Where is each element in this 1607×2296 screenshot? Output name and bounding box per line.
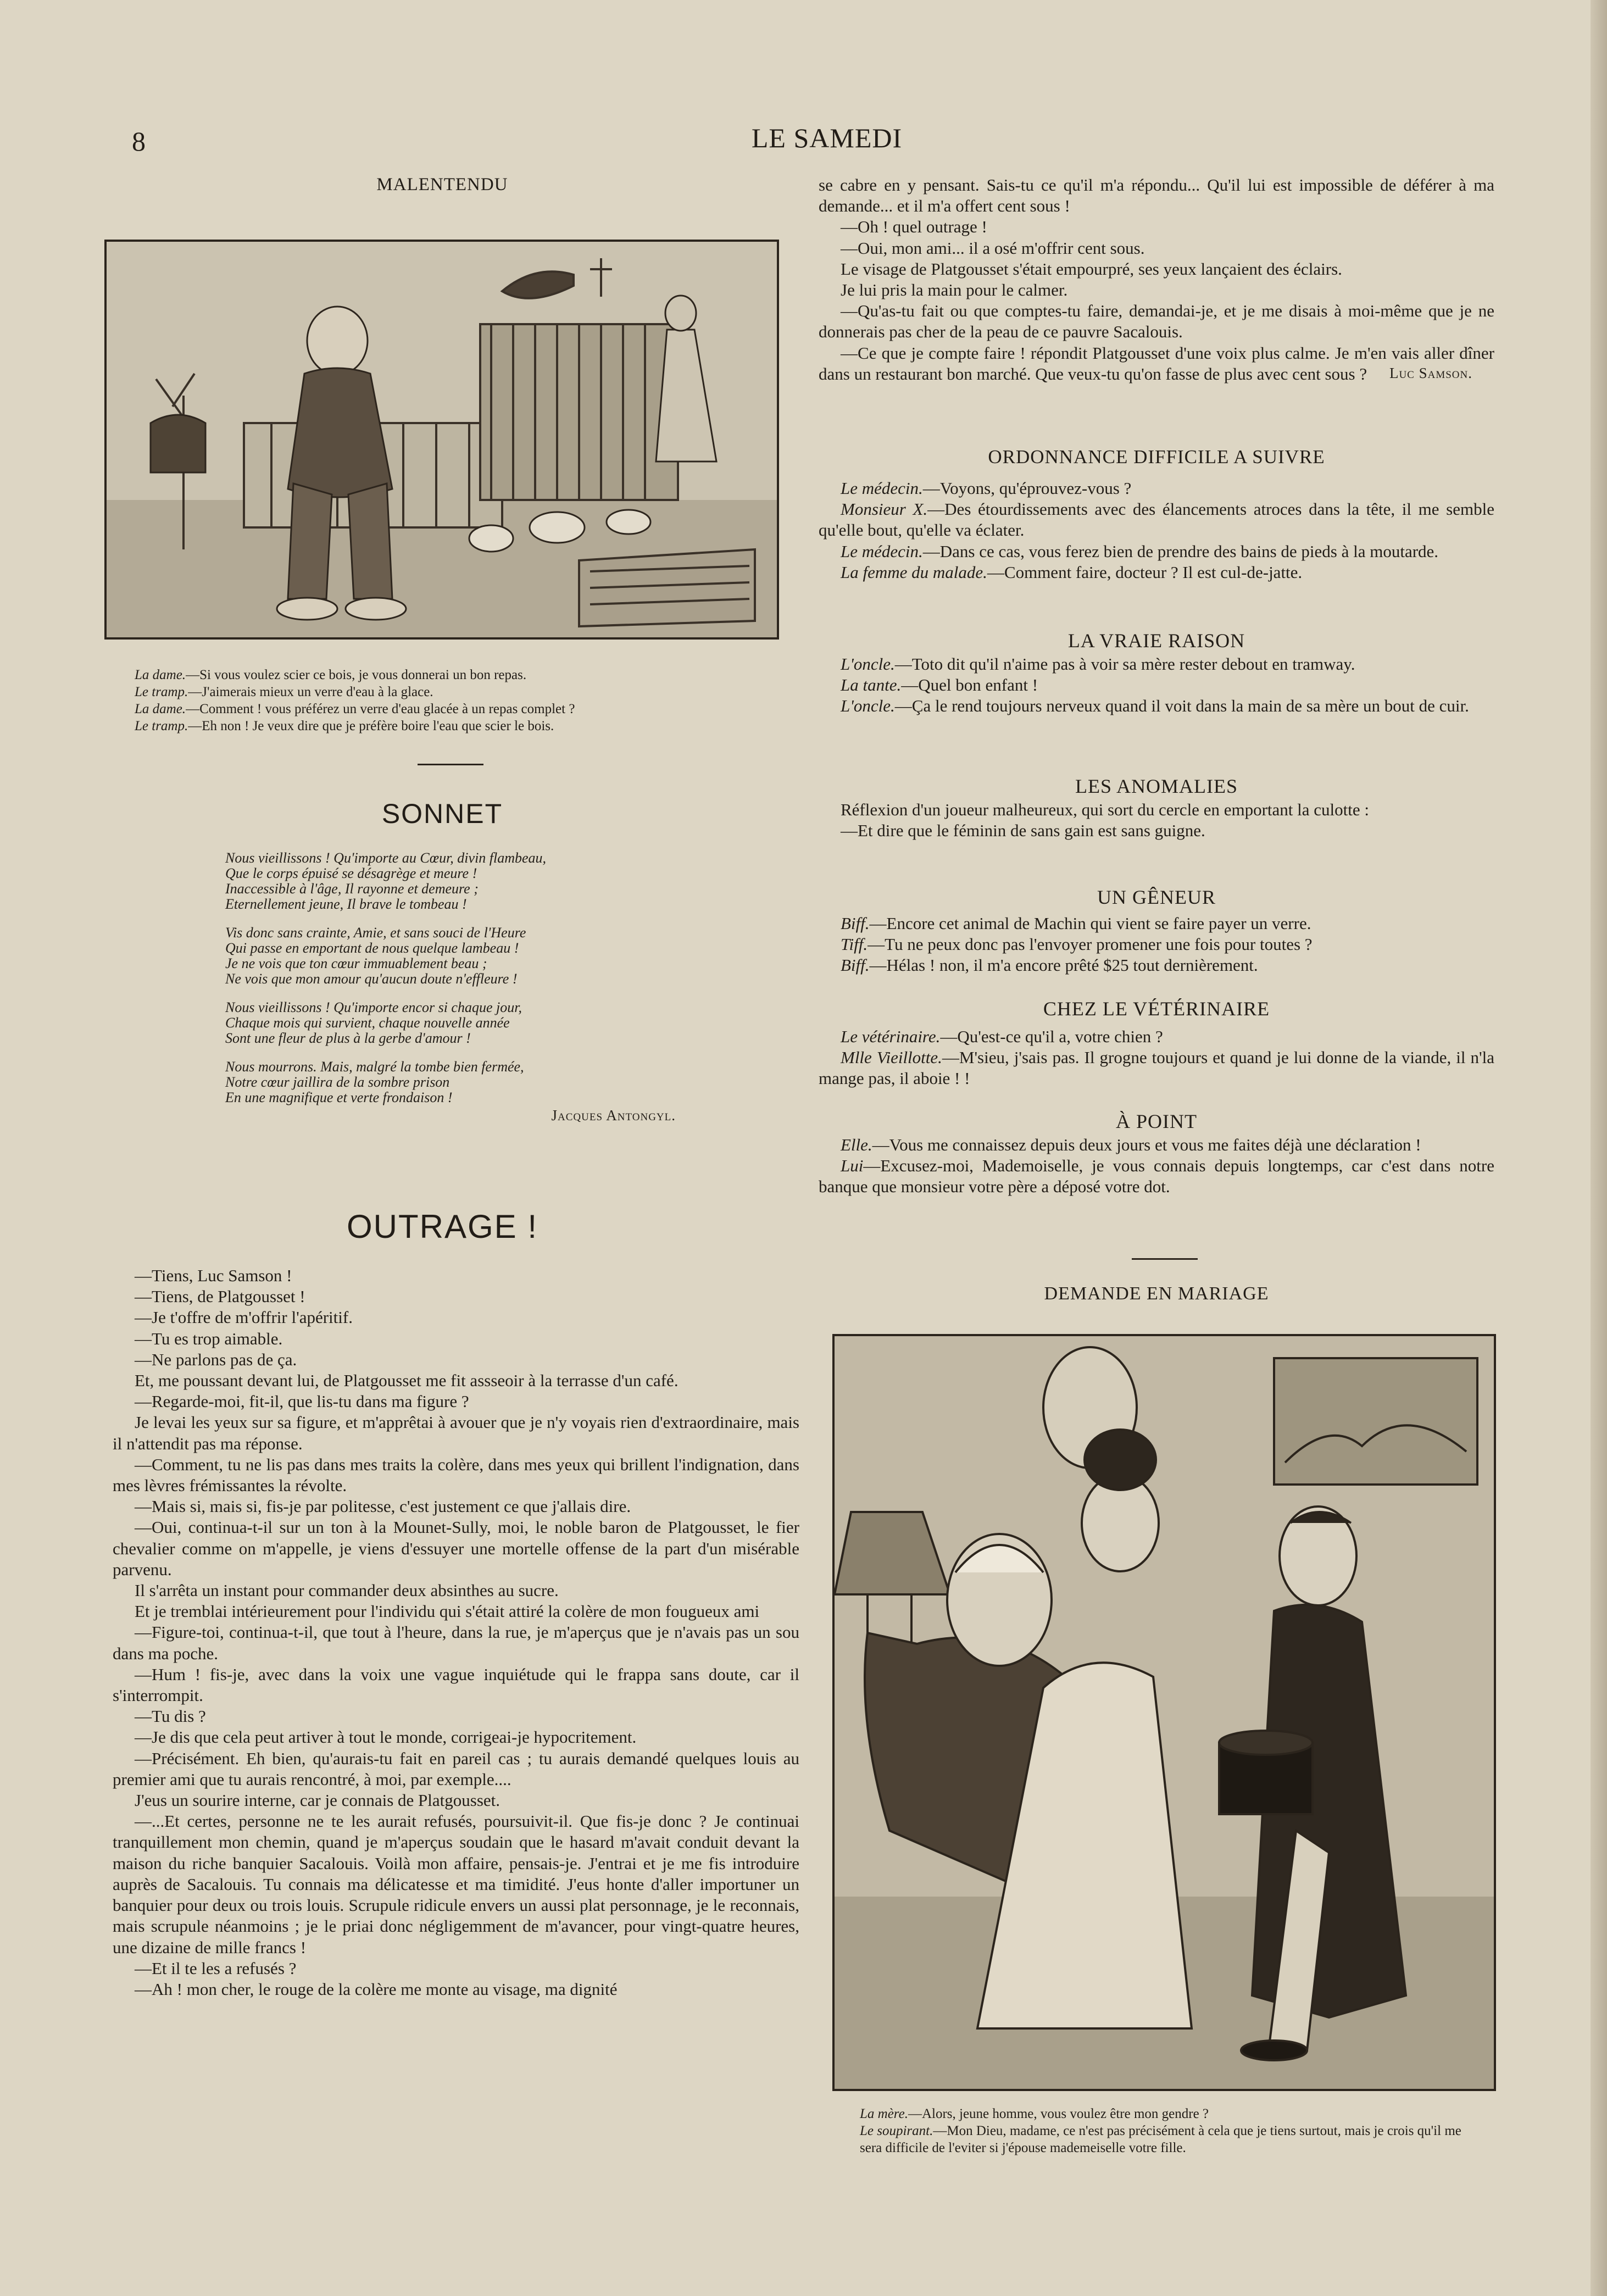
verse-line: Nous vieillissons ! Qu'importe encor si chaque jour, xyxy=(225,999,522,1015)
verse-line: Que le corps épuisé se désagrège et meure ! xyxy=(225,865,477,881)
outrage-column-2 xyxy=(819,175,1494,382)
veterinaire-title: CHEZ LE VÉTÉRINAIRE xyxy=(1043,998,1270,1020)
caption-line: Le soupirant.—Mon Dieu, madame, ce n'est pas précisément à cela que je tiens surtout, mais je crois qu'il me sera difficile de l'eviter si j'épouse mademeiselle votre fille. xyxy=(860,2123,1461,2155)
vraie-raison-title: LA VRAIE RAISON xyxy=(1067,630,1245,652)
caption-line: La dame.—Si vous voulez scier ce bois, je vous donnerai un bon repas. xyxy=(135,668,527,682)
paragraph: Et je tremblai intérieurement pour l'individu qui s'était attiré la colère de mon fougueux ami xyxy=(135,1602,760,1621)
verse-line: Chaque mois qui survient, chaque nouvelle année xyxy=(225,1015,510,1031)
dialogue-line: —Regarde-moi, fit-il, que lis-tu dans ma figure ? xyxy=(135,1392,469,1411)
paragraph: Et, me poussant devant lui, de Platgousset me fit assseoir à la terrasse d'un café. xyxy=(135,1371,679,1391)
outrage-author: Luc Samson. xyxy=(1389,365,1472,382)
dialogue-line: —Ne parlons pas de ça. xyxy=(135,1349,297,1369)
paragraph: —Ce que je compte faire ! répondit Platgousset d'une voix plus calme. Je m'en vais aller dîner dans un restaurant bon marché. Que veux-tu qu'on fasse de plus avec cent sous ? xyxy=(819,343,1494,383)
dialogue-line: —Et dire que le féminin de sans gain est sans guigne. xyxy=(841,821,1205,841)
dialogue-line: Elle.—Vous me connaissez depuis deux jours et vous me faites déjà une déclaration ! xyxy=(841,1135,1421,1154)
sonnet-stanza xyxy=(225,850,720,912)
ordonnance-title: ORDONNANCE DIFFICILE A SUIVRE xyxy=(988,446,1325,468)
caption-line: La mère.—Alors, jeune homme, vous voulez être mon gendre ? xyxy=(860,2106,1209,2121)
dialogue-line: —Tu dis ? xyxy=(135,1706,206,1726)
paragraph: Réflexion d'un joueur malheureux, qui sort du cercle en emportant la culotte : xyxy=(841,800,1369,819)
verse-line: Nous vieillissons ! Qu'importe au Cœur, divin flambeau, xyxy=(225,850,547,866)
dialogue-line: Le vétérinaire.—Qu'est-ce qu'il a, votre chien ? xyxy=(841,1027,1163,1046)
paragraph: —Précisément. Eh bien, qu'aurais-tu fait en pareil cas ; tu aurais demandé quelques louis au premier ami que tu aurais rencontré, à moi, par exemple.... xyxy=(113,1748,799,1789)
sonnet-stanza xyxy=(225,1000,720,1046)
caption-line: Le tramp.—Eh non ! Je veux dire que je préfère boire l'eau que scier le bois. xyxy=(135,719,554,733)
page-fold-shadow xyxy=(1591,0,1607,2296)
paragraph: —Oui, continua-t-il sur un ton à la Mounet-Sully, moi, le noble baron de Platgousset, le fier chevalier comme on m'appelle, je viens d'essuyer une mortelle offense de la part d'un misérable parvenu. xyxy=(113,1517,799,1579)
dialogue-line: —Oh ! quel outrage ! xyxy=(841,217,987,237)
anomalies-title: LES ANOMALIES xyxy=(1075,775,1238,797)
dialogue-line: —Tiens, de Platgousset ! xyxy=(135,1287,305,1307)
verse-line: Sont une fleur de plus à la gerbe d'amour ! xyxy=(225,1030,471,1046)
ordonnance-body xyxy=(819,478,1494,583)
paragraph: —Ah ! mon cher, le rouge de la colère me monte au visage, ma dignité xyxy=(135,1979,618,1999)
dialogue-line: Biff.—Hélas ! non, il m'a encore prêté $25 tout dernièrement. xyxy=(841,955,1258,975)
paragraph: —Hum ! fis-je, avec dans la voix une vague inquiétude qui le frappa sans doute, car il s'interrompit. xyxy=(113,1664,799,1705)
paragraph: —Je dis que cela peut artiver à tout le monde, corrigeai-je hypocritement. xyxy=(135,1727,637,1747)
dialogue-line: L'oncle.—Ça le rend toujours nerveux quand il voit dans la main de sa mère un bout de cuir. xyxy=(841,696,1469,716)
dialogue-line: Lui—Excusez-moi, Mademoiselle, je vous connais depuis longtemps, car c'est dans notre banque que monsieur votre père a déposé votre dot. xyxy=(819,1156,1494,1197)
section-divider xyxy=(418,764,483,765)
verse-line: Notre cœur jaillira de la sombre prison xyxy=(225,1074,450,1090)
dialogue-line: Mlle Vieillotte.—M'sieu, j'sais pas. Il grogne toujours et quand je lui donne de la viande, il n'la mange pas, il aboie ! ! xyxy=(819,1048,1494,1088)
sonnet-title: SONNET xyxy=(381,798,503,829)
page-number: 8 xyxy=(132,126,146,157)
paragraph: se cabre en y pensant. Sais-tu ce qu'il m'a répondu... Qu'il lui est impossible de déférer à ma demande... et il m'a offert cent sous ! xyxy=(819,175,1494,216)
dialogue-line: Le visage de Platgousset s'était empourpré, ses yeux lançaient des éclairs. xyxy=(841,259,1342,279)
verse-line: Inaccessible à l'âge, Il rayonne et demeure ; xyxy=(225,881,479,897)
dialogue-line: —Mais si, mais si, fis-je par politesse, c'est justement ce que j'allais dire. xyxy=(135,1497,631,1516)
verse-line: En une magnifique et verte frondaison ! xyxy=(225,1089,453,1105)
dialogue-line: Je lui pris la main pour le calmer. xyxy=(841,280,1068,300)
anomalies-body xyxy=(819,799,1494,841)
dialogue-line: —Tu es trop aimable. xyxy=(135,1328,283,1348)
outrage-column-1 xyxy=(113,1265,799,2000)
dialogue-line: Le médecin.—Voyons, qu'éprouvez-vous ? xyxy=(841,479,1132,498)
verse-line: Je ne vois que ton cœur immuablement beau ; xyxy=(225,955,487,971)
paragraph: —Qu'as-tu fait ou que comptes-tu faire, demandai-je, et je me disais à moi-même que je ne donnerais pas cher de la peau de ce pauvre Sacalouis. xyxy=(819,301,1494,342)
dialogue-line: —Oui, mon ami... il a osé m'offrir cent sous. xyxy=(841,238,1145,258)
verse-line: Ne vois que mon amour qu'aucun doute n'effleure ! xyxy=(225,971,518,987)
dialogue-line: Il s'arrêta un instant pour commander deux absinthes au sucre. xyxy=(135,1581,559,1600)
geneur-title: UN GÊNEUR xyxy=(1097,886,1216,908)
malentendu-title: MALENTENDU xyxy=(376,175,508,194)
sonnet-stanza xyxy=(225,1059,720,1105)
dialogue-line: Le médecin.—Dans ce cas, vous ferez bien de prendre des bains de pieds à la moutarde. xyxy=(841,541,1439,561)
dialogue-line: Monsieur X.—Des étourdissements avec des élancements atroces dans la tête, il me semble qu'elle bout, qu'elle va éclater. xyxy=(819,499,1494,540)
dialogue-line: La tante.—Quel bon enfant ! xyxy=(841,675,1038,695)
dialogue-line: Tiff.—Tu ne peux donc pas l'envoyer promener une fois pour toutes ? xyxy=(841,935,1313,954)
dialogue-line: L'oncle.—Toto dit qu'il n'aime pas à voir sa mère rester debout en tramway. xyxy=(841,654,1355,674)
dialogue-line: —Je t'offre de m'offrir l'apéritif. xyxy=(135,1308,353,1327)
caption-line: Le tramp.—J'aimerais mieux un verre d'eau à la glace. xyxy=(135,685,433,699)
sonnet-body xyxy=(225,850,720,1123)
a-point-body xyxy=(819,1135,1494,1198)
paragraph: —Comment, tu ne lis pas dans mes traits la colère, dans mes yeux qui brillent l'indignation, dans mes lèvres frémissantes la révolte. xyxy=(113,1454,799,1496)
outrage-title: OUTRAGE ! xyxy=(346,1208,538,1245)
dialogue-line: —Et il te les a refusés ? xyxy=(135,1958,297,1978)
dialogue-line: —Tiens, Luc Samson ! xyxy=(135,1266,292,1285)
demande-illustration xyxy=(832,1334,1496,2091)
veterinaire-body xyxy=(819,1026,1494,1089)
paragraph: —Figure-toi, continua-t-il, que tout à l'heure, dans la rue, je m'aperçus que je n'avais pas un sou dans ma poche. xyxy=(113,1622,799,1663)
section-divider xyxy=(1132,1258,1198,1260)
marriage-proposal-drawing xyxy=(835,1336,1494,2089)
dialogue-line: J'eus un sourire interne, car je connais de Platgousset. xyxy=(135,1791,501,1810)
sonnet-stanza xyxy=(225,925,720,987)
vraie-raison-body xyxy=(819,654,1494,717)
a-point-title: À POINT xyxy=(1116,1110,1197,1132)
malentendu-caption xyxy=(135,666,750,735)
verse-line: Eternellement jeune, Il brave le tombeau ! xyxy=(225,896,467,912)
dialogue-line: Biff.—Encore cet animal de Machin qui vient se faire payer un verre. xyxy=(841,914,1311,933)
masthead-title: LE SAMEDI xyxy=(751,123,903,153)
paragraph: Je levai les yeux sur sa figure, et m'apprêtai à avouer que je n'y voyais rien d'extraordinaire, mais il n'attendit pas ma réponse. xyxy=(113,1413,799,1453)
sonnet-author: Jacques Antongyl. xyxy=(551,1107,676,1124)
demande-caption xyxy=(860,2105,1486,2156)
geneur-body xyxy=(819,913,1494,976)
caption-line: La dame.—Comment ! vous préférez un verre d'eau glacée à un repas complet ? xyxy=(135,702,575,716)
verse-line: Vis donc sans crainte, Amie, et sans souci de l'Heure xyxy=(225,925,526,941)
demande-title: DEMANDE EN MARIAGE xyxy=(1044,1283,1269,1304)
dialogue-line: La femme du malade.—Comment faire, docteur ? Il est cul-de-jatte. xyxy=(841,562,1303,582)
tramp-woodpile-drawing xyxy=(107,242,777,637)
malentendu-illustration xyxy=(104,240,779,640)
verse-line: Nous mourrons. Mais, malgré la tombe bien fermée, xyxy=(225,1059,524,1075)
verse-line: Qui passe en emportant de nous quelque lambeau ! xyxy=(225,940,519,956)
paragraph: —...Et certes, personne ne te les aurait refusés, poursuivit-il. Que fis-je donc ? Je continuai tranquillement mon chemin, quand je m'aperçus soudain que le hasard m'avait conduit devant la maison du riche banquier Sacalouis. Voilà mon affaire, pensais-je. J'entrai et je me fis introduire auprès de Sacalouis. Tu connais ma délicatesse et ma timidité. J'eus honte d'aller importuner un banquier pour deux ou trois louis. Scrupule ridicule envers un aussi plat personnage, je le reconnais, mais scrupule néanmoins ; je le priai donc négligemment de m'avancer, pour vingt-quatre heures, une dizaine de mille francs ! xyxy=(113,1811,799,1957)
